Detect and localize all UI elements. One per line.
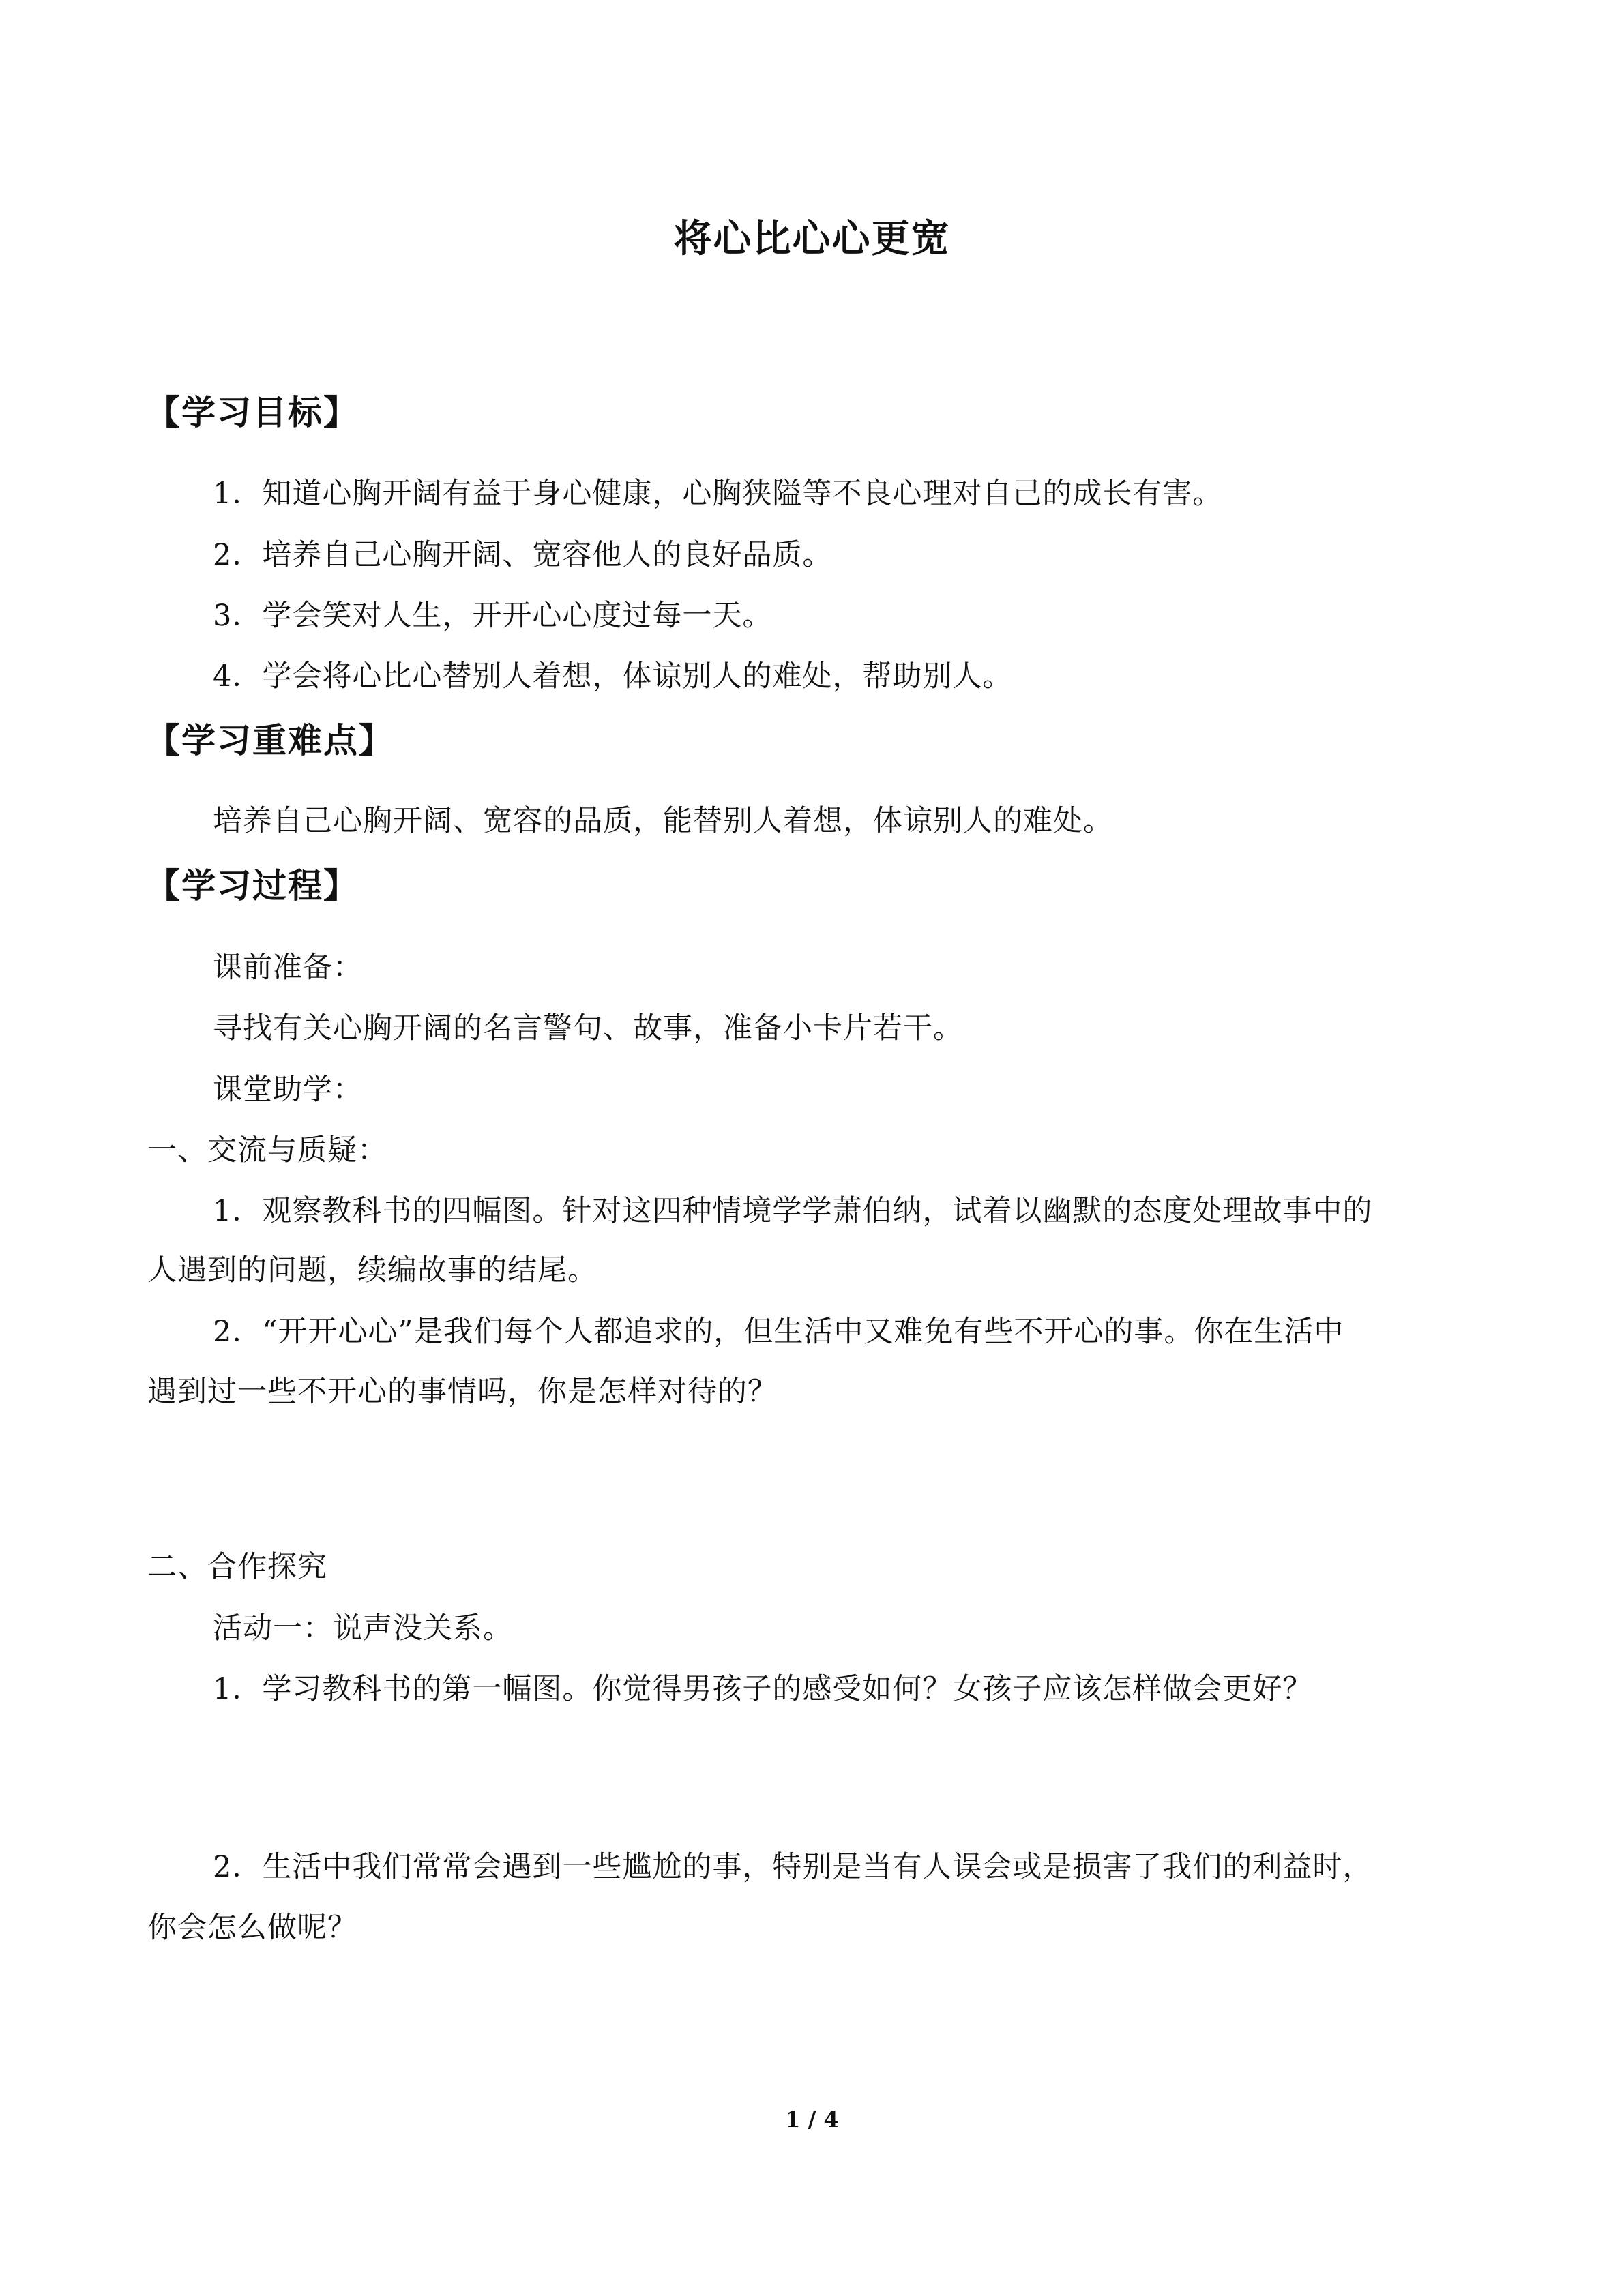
section-1-title: 一、交流与质疑： xyxy=(147,1133,387,1167)
goal-item-3: 3．学会笑对人生，开开心心度过每一天。 xyxy=(213,599,773,633)
section-2-title: 二、合作探究 xyxy=(147,1550,327,1584)
heading-key-points: 【学习重难点】 xyxy=(146,721,394,760)
heading-process: 【学习过程】 xyxy=(146,866,359,906)
section-1-question-2-line-2: 遇到过一些不开心的事情吗，你是怎样对待的？ xyxy=(147,1375,778,1409)
prep-label: 课前准备： xyxy=(213,951,363,985)
section-1-question-1-line-2: 人遇到的问题，续编故事的结尾。 xyxy=(147,1253,597,1287)
section-1-question-1-line-1: 1．观察教科书的四幅图。针对这四种情境学学萧伯纳，试着以幽默的态度处理故事中的 xyxy=(213,1194,1373,1228)
goal-item-2: 2．培养自己心胸开阔、宽容他人的良好品质。 xyxy=(213,538,833,572)
section-2-question-2-line-2: 你会怎么做呢？ xyxy=(147,1911,357,1945)
class-label: 课堂助学： xyxy=(213,1073,363,1107)
section-2-question-1: 1．学习教科书的第一幅图。你觉得男孩子的感受如何？女孩子应该怎样做会更好？ xyxy=(213,1672,1313,1706)
goal-item-1: 1．知道心胸开阔有益于身心健康，心胸狭隘等不良心理对自己的成长有害。 xyxy=(213,477,1223,511)
goal-item-4: 4．学会将心比心替别人着想，体谅别人的难处，帮助别人。 xyxy=(213,659,1013,694)
key-points-text: 培养自己心胸开阔、宽容的品质，能替别人着想，体谅别人的难处。 xyxy=(213,804,1113,838)
activity-1-label: 活动一：说声没关系。 xyxy=(213,1611,513,1645)
section-2-question-2-line-1: 2．生活中我们常常会遇到一些尴尬的事，特别是当有人误会或是损害了我们的利益时， xyxy=(213,1850,1373,1884)
section-1-question-2-line-1: 2．“开开心心”是我们每个人都追求的，但生活中又难免有些不开心的事。你在生活中 xyxy=(213,1315,1344,1349)
prep-text: 寻找有关心胸开阔的名言警句、故事，准备小卡片若干。 xyxy=(213,1011,963,1045)
page-title: 将心比心心更宽 xyxy=(673,216,951,261)
heading-goals: 【学习目标】 xyxy=(146,393,359,432)
page-number: 1 / 4 xyxy=(785,2106,839,2132)
